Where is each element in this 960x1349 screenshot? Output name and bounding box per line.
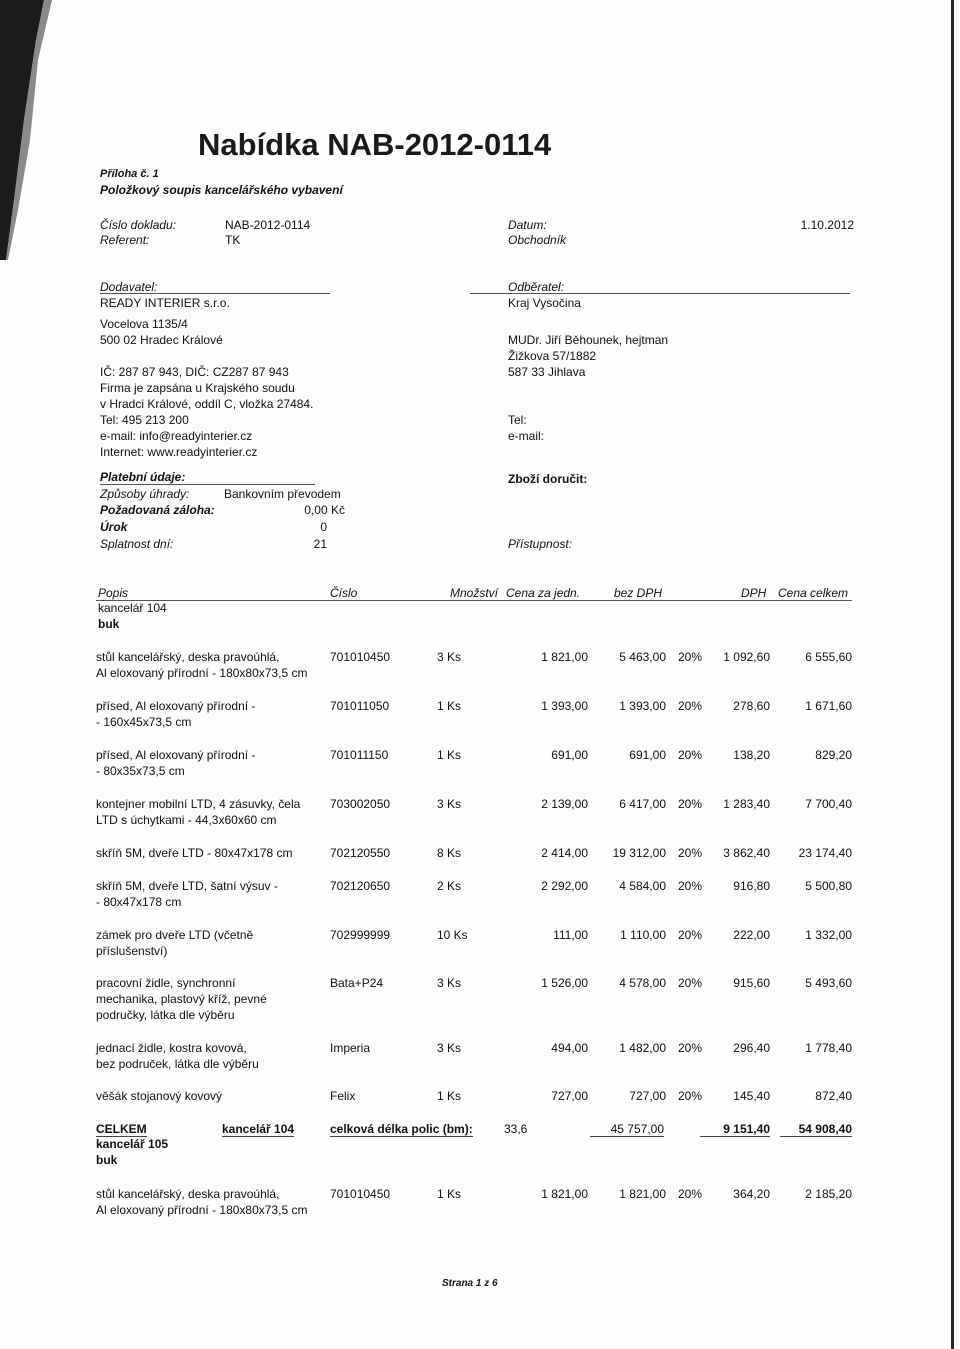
item-vat-rate: 20%	[678, 928, 703, 942]
item-desc-line: bez područek, látka dle výběru	[96, 1057, 259, 1071]
annex-label: Příloha č. 1	[100, 168, 159, 180]
col-net-header: bez DPH	[614, 586, 663, 600]
item-net: 1 393,00	[619, 699, 666, 713]
supplier-reg2: v Hradci Králové, oddíl C, vložka 27484.	[100, 397, 314, 411]
customer-email-label: e-mail:	[508, 429, 545, 443]
item-code: Imperia	[330, 1041, 371, 1055]
item-qty: 3 Ks	[437, 1041, 462, 1055]
item-vat-rate: 20%	[678, 1041, 703, 1055]
item-total: 1 671,60	[805, 699, 852, 713]
section-room: kancelář 104	[98, 601, 167, 615]
item-code: 703002050	[330, 797, 391, 811]
item-qty: 2 Ks	[437, 879, 462, 893]
scan-shadow	[0, 0, 60, 260]
payment-rule	[100, 484, 315, 485]
customer-city: 587 33 Jihlava	[508, 365, 586, 379]
item-vat-rate: 20%	[678, 1089, 703, 1103]
item-unit-price: 2 414,00	[541, 846, 588, 860]
col-qty-header: Množství	[450, 586, 499, 600]
interest-label: Úrok	[100, 520, 128, 534]
col-vat-header: DPH	[741, 586, 767, 600]
item-vat-rate: 20%	[678, 1187, 703, 1201]
col-desc-header: Popis	[98, 586, 129, 600]
summary-room: kancelář 104	[222, 1122, 295, 1136]
item-desc-line: stůl kancelářský, deska pravoúhlá,	[96, 650, 280, 664]
item-vat-rate: 20%	[678, 976, 703, 990]
item-code: 702120550	[330, 846, 391, 860]
document-subtitle: Položkový soupis kancelářského vybavení	[100, 183, 343, 197]
item-total: 1 332,00	[805, 928, 852, 942]
item-desc-line: Al eloxovaný přírodní - 180x80x73,5 cm	[96, 666, 308, 680]
supplier-name: READY INTERIER s.r.o.	[100, 296, 230, 310]
item-vat: 1 283,40	[723, 797, 770, 811]
col-total-header: Cena celkem	[778, 586, 849, 600]
item-desc-line: jednací židle, kostra kovová,	[96, 1041, 247, 1055]
item-desc-line: přísed, Al eloxovaný přírodní -	[96, 699, 256, 713]
shelves-value: 33,6	[504, 1122, 528, 1136]
delivery-label: Zboží doručit:	[508, 472, 588, 486]
item-vat-rate: 20%	[678, 846, 703, 860]
item-vat: 296,40	[733, 1041, 770, 1055]
date-label: Datum:	[508, 218, 547, 232]
item-code: 701010450	[330, 1187, 391, 1201]
item-desc-line: příslušenství)	[96, 944, 168, 958]
date-value: 1.10.2012	[800, 218, 854, 232]
shelves-label: celková délka polic (bm):	[330, 1122, 473, 1136]
supplier-city: 500 02 Hradec Králové	[100, 333, 223, 347]
item-net: 5 463,00	[619, 650, 666, 664]
item-vat-rate: 20%	[678, 879, 703, 893]
method-label: Způsoby úhrady:	[100, 487, 190, 501]
item-qty: 1 Ks	[437, 1187, 462, 1201]
item-unit-price: 727,00	[551, 1089, 588, 1103]
deposit-value: 0,00 Kč	[304, 503, 345, 517]
summary-vat: 9 151,40	[700, 1122, 770, 1137]
item-desc-line: LTD s úchytkami - 44,3x60x60 cm	[96, 813, 277, 827]
item-desc-line: věšák stojanový kovový	[96, 1089, 223, 1103]
interest-value: 0	[320, 520, 327, 534]
item-desc-line: Al eloxovaný přírodní - 180x80x73,5 cm	[96, 1203, 308, 1217]
item-qty: 10 Ks	[437, 928, 468, 942]
item-net: 6 417,00	[619, 797, 666, 811]
due-value: 21	[313, 537, 327, 551]
item-unit-price: 1 393,00	[541, 699, 588, 713]
item-code: 702999999	[330, 928, 391, 942]
customer-person: MUDr. Jiří Běhounek, hejtman	[508, 333, 669, 347]
item-vat: 145,40	[733, 1089, 770, 1103]
summary-total: 54 908,40	[780, 1122, 852, 1137]
item-code: Felix	[330, 1089, 356, 1103]
item-vat: 278,60	[733, 699, 770, 713]
item-qty: 3 Ks	[437, 976, 462, 990]
item-net: 1 821,00	[619, 1187, 666, 1201]
item-net: 1 110,00	[620, 928, 666, 942]
payment-label: Platební údaje:	[100, 470, 186, 484]
item-desc-line: područky, látka dle výběru	[96, 1008, 235, 1022]
item-vat: 364,20	[733, 1187, 770, 1201]
summary-net: 45 757,00	[590, 1122, 664, 1137]
item-qty: 3 Ks	[437, 650, 462, 664]
customer-street: Žižkova 57/1882	[508, 349, 597, 363]
item-net: 4 578,00	[619, 976, 666, 990]
supplier-web: Internet: www.readyinterier.cz	[100, 445, 258, 459]
item-desc-line: kontejner mobilní LTD, 4 zásuvky, čela	[96, 797, 301, 811]
item-unit-price: 1 821,00	[541, 650, 588, 664]
item-unit-price: 2 292,00	[541, 879, 588, 893]
item-unit-price: 2 139,00	[541, 797, 588, 811]
trader-label: Obchodník	[508, 233, 567, 247]
item-total: 7 700,40	[805, 797, 852, 811]
item-total: 5 500,80	[805, 879, 852, 893]
item-code: 701011050	[330, 699, 390, 713]
supplier-ids: IČ: 287 87 943, DIČ: CZ287 87 943	[100, 365, 289, 379]
doc-no-value: NAB-2012-0114	[225, 218, 311, 232]
section-wood: buk	[98, 617, 120, 631]
item-qty: 1 Ks	[437, 748, 462, 762]
customer-name: Kraj Vysočina	[508, 296, 581, 310]
item-code: 701010450	[330, 650, 391, 664]
summary-label: CELKEM	[96, 1122, 147, 1136]
customer-label: Odběratel:	[508, 280, 565, 294]
item-total: 6 555,60	[805, 650, 852, 664]
item-qty: 3 Ks	[437, 797, 462, 811]
item-qty: 1 Ks	[437, 699, 462, 713]
item-total: 829,20	[815, 748, 852, 762]
item-desc-line: pracovní židle, synchronní	[96, 976, 236, 990]
item-vat-rate: 20%	[678, 797, 703, 811]
item-desc-line: - 160x45x73,5 cm	[96, 715, 192, 729]
item-unit-price: 111,00	[553, 928, 588, 942]
item-unit-price: 1 821,00	[541, 1187, 588, 1201]
item-vat: 138,20	[733, 748, 770, 762]
item-vat: 1 092,60	[723, 650, 770, 664]
item-net: 691,00	[629, 748, 666, 762]
item-desc-line: zámek pro dveře LTD (včetně	[96, 928, 254, 942]
item-desc-line: přísed, Al eloxovaný přírodní -	[96, 748, 256, 762]
item-desc-line: skříň 5M, dveře LTD - 80x47x178 cm	[96, 846, 293, 860]
item-vat: 916,80	[733, 879, 770, 893]
table-header-rule	[96, 600, 852, 601]
item-qty: 1 Ks	[437, 1089, 462, 1103]
supplier-email: e-mail: info@readyinterier.cz	[100, 429, 253, 443]
item-desc-line: - 80x47x178 cm	[96, 895, 182, 909]
item-desc-line: mechanika, plastový kříž, pevné	[96, 992, 267, 1006]
page-number: Strana 1 z 6	[442, 1278, 498, 1289]
item-vat-rate: 20%	[678, 748, 703, 762]
item-unit-price: 691,00	[551, 748, 588, 762]
item-net: 4 584,00	[619, 879, 666, 893]
item-net: 19 312,00	[612, 846, 666, 860]
item-desc-line: skříň 5M, dveře LTD, šatní výsuv -	[96, 879, 278, 893]
supplier-reg1: Firma je zapsána u Krajského soudu	[100, 381, 295, 395]
item-total: 872,40	[815, 1089, 852, 1103]
scan-edge	[951, 0, 954, 1349]
item-code: 701011150	[330, 748, 389, 762]
item-net: 1 482,00	[619, 1041, 666, 1055]
item-vat: 915,60	[733, 976, 770, 990]
item-vat: 222,00	[733, 928, 770, 942]
item-net: 727,00	[629, 1089, 666, 1103]
referent-label: Referent:	[100, 233, 150, 247]
customer-rule	[470, 293, 850, 294]
supplier-tel: Tel: 495 213 200	[100, 413, 189, 427]
item-unit-price: 1 526,00	[541, 976, 588, 990]
col-code-header: Číslo	[330, 586, 358, 600]
item-unit-price: 494,00	[551, 1041, 588, 1055]
item-desc-line: - 80x35x73,5 cm	[96, 764, 185, 778]
page-title: Nabídka NAB-2012-0114	[198, 127, 552, 162]
doc-no-label: Číslo dokladu:	[100, 218, 177, 232]
supplier-rule	[100, 293, 330, 294]
section2-wood: buk	[96, 1153, 118, 1167]
item-total: 23 174,40	[798, 846, 852, 860]
due-label: Splatnost dní:	[100, 537, 174, 551]
item-total: 2 185,20	[805, 1187, 852, 1201]
item-code: Bata+P24	[330, 976, 384, 990]
access-label: Přístupnost:	[508, 537, 573, 551]
customer-tel-label: Tel:	[508, 413, 527, 427]
item-total: 5 493,60	[805, 976, 852, 990]
method-value: Bankovním převodem	[224, 487, 341, 501]
item-desc-line: stůl kancelářský, deska pravoúhlá,	[96, 1187, 280, 1201]
section2-room: kancelář 105	[96, 1137, 169, 1151]
deposit-label: Požadovaná záloha:	[100, 503, 215, 517]
item-vat: 3 862,40	[723, 846, 770, 860]
referent-value: TK	[225, 233, 241, 247]
supplier-label: Dodavatel:	[100, 280, 158, 294]
item-vat-rate: 20%	[678, 650, 703, 664]
item-qty: 8 Ks	[437, 846, 462, 860]
item-total: 1 778,40	[805, 1041, 852, 1055]
item-code: 702120650	[330, 879, 391, 893]
supplier-street: Vocelova 1135/4	[100, 317, 188, 331]
col-unit-header: Cena za jedn.	[506, 586, 581, 600]
item-vat-rate: 20%	[678, 699, 703, 713]
